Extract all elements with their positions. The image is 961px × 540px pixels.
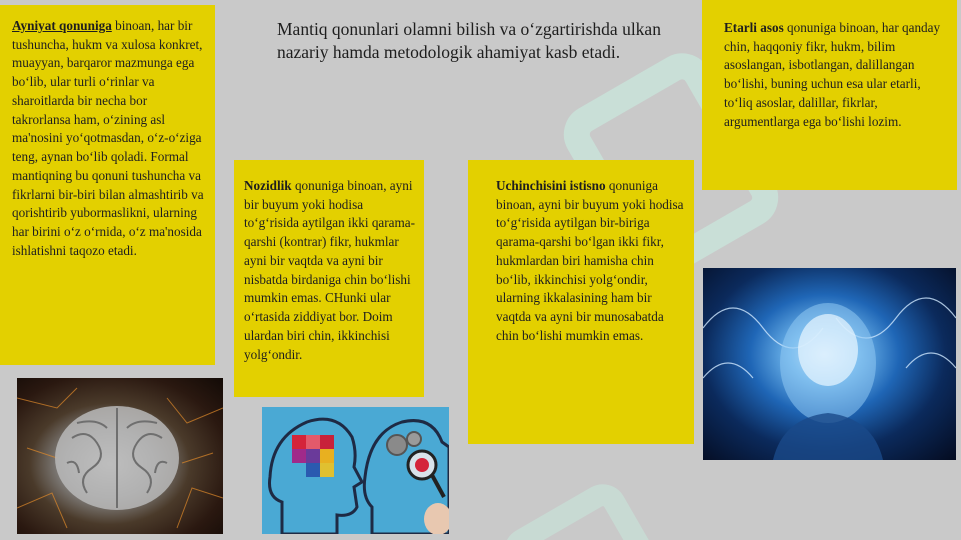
glowing-head-image <box>703 268 956 460</box>
card-contradiction-text <box>244 177 416 364</box>
card-identity-body: binoan, har bir tushuncha, hukm va xulosa konkret, muayyan, barqaror mazmunga ega bo‘lib, ular turli o‘rinlar va sharoitlarda bir necha bor takrorlansa ham, o‘zining asl ma'nosini yo‘qotmasdan, o‘z-o‘ziga teng, aynan bo‘lib qoladi. Formal mantiqning bu qonuni tushuncha va fikrlarni bir-biri bilan almashtirib va qorishtirib yubormaslikni, ularning har birini o‘z o‘rnida, o‘z ma'nosida ishlatishni taqozo etadi. <box>12 18 204 258</box>
card-identity-text <box>12 17 205 261</box>
card-contradiction-term: Nozidlik <box>244 178 292 193</box>
card-excluded-third-term: Uchinchisini istisno <box>496 178 606 193</box>
card-excluded-third-text <box>496 177 686 346</box>
card-excluded-third-body: qonuniga binoan, ayni bir buyum yoki hodisa to‘g‘risida aytilgan bir-biriga qarama-qarshi bo‘lgan ikki fikr, hukmlardan biri hamisha chin bo‘lib, ikkinchisi yolg‘ondir, ularning ikkalasining ham bir vaqtda va ayni bir munosabatda chin bo‘lishi mumkin emas. <box>496 178 684 343</box>
head-puzzle-gears-image <box>262 407 449 534</box>
card-identity-term: Ayniyat qonuniga <box>12 18 112 33</box>
card-identity-law <box>0 5 215 365</box>
card-sufficient-reason-text <box>724 19 947 131</box>
card-sufficient-reason-term: Etarli asos <box>724 20 784 35</box>
card-sufficient-reason-body: qonuniga binoan, har qanday chin, haqqoniy fikr, hukm, bilim asoslangan, isbotlangan, dalillangan bo‘lishi, buning uchun esa ular etarli, to‘liq asoslar, dalillar, fikrlar, argumentlarga ega bo‘lishi lozim. <box>724 20 941 129</box>
card-contradiction-law <box>234 160 424 397</box>
head-puzzle-illustration <box>262 407 449 534</box>
glowing-head-illustration <box>703 268 956 460</box>
card-excluded-third-law <box>468 160 694 444</box>
brain-illustration <box>17 378 223 534</box>
card-contradiction-body: qonuniga binoan, ayni bir buyum yoki hodisa to‘g‘risida aytilgan ikki qarama-qarshi (kontrar) fikr, hukmlar ayni bir vaqtda va ayni bir nisbatda birdaniga chin bo‘lishi mumkin emas. CHunki ular o‘rtasida ziddiyat bor. Doim ulardan biri chin, ikkinchisi yolg‘ondir. <box>244 178 416 362</box>
card-sufficient-reason-law <box>702 0 957 190</box>
slide-heading: Mantiq qonunlari olamni bilish va o‘zgartirishda ulkan nazariy hamda metodologik ahamiyat kasb etadi. <box>277 19 661 63</box>
brain-circuit-image <box>17 378 223 534</box>
watermark-shape-lower <box>495 475 678 540</box>
